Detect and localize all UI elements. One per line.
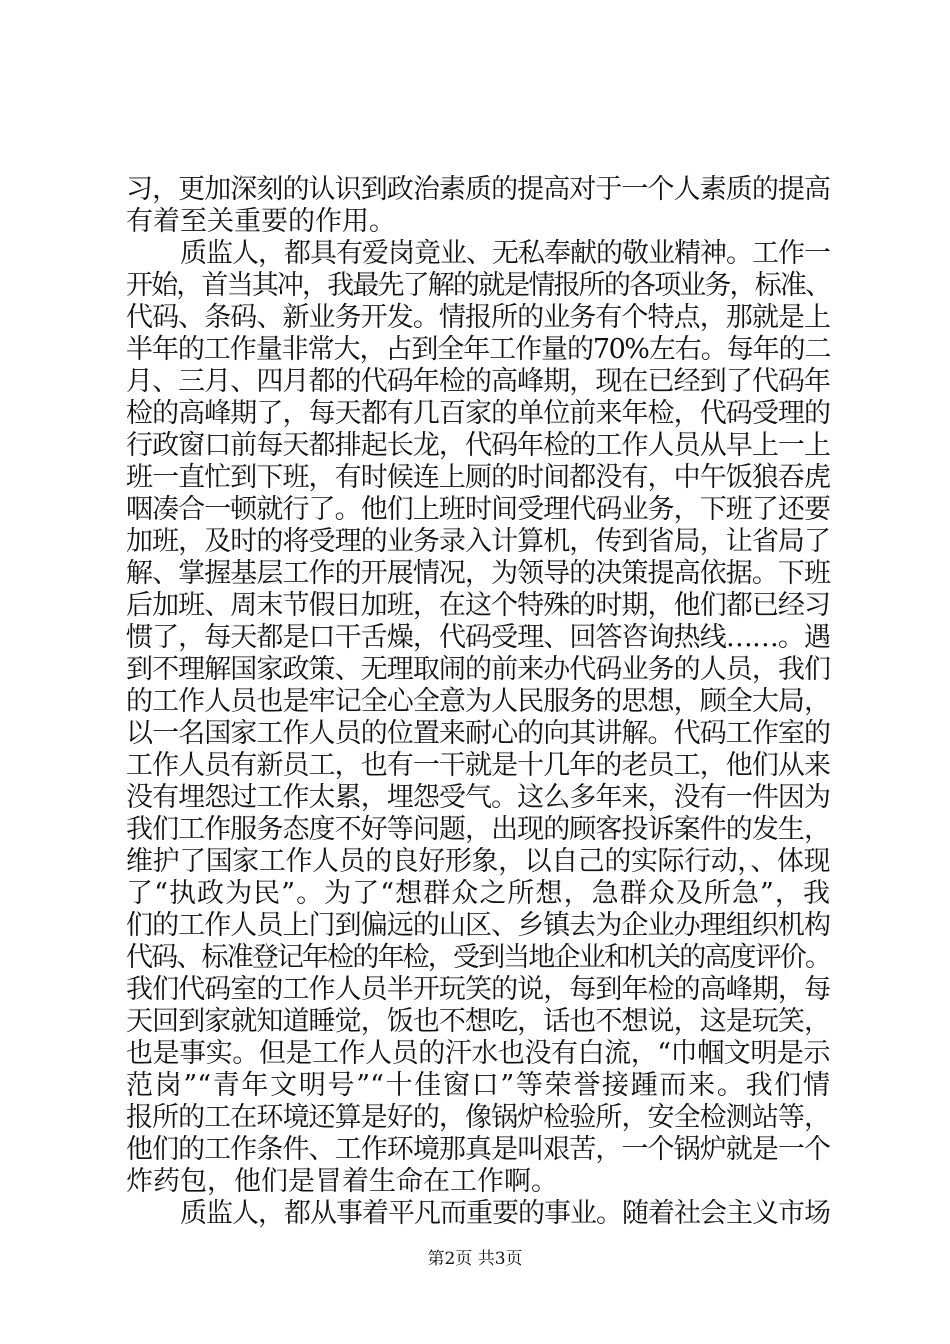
text-line: 代码、标准登记年检的年检，受到当地企业和机关的高度评价。 [126, 942, 830, 973]
text-line: 炸药包，他们是冒着生命在工作啊。 [126, 1166, 558, 1197]
text-line: 工作人员有新员工，也有一干就是十几年的老员工，他们从来 [126, 750, 830, 781]
text-line: 咽凑合一顿就行了。他们上班时间受理代码业务，下班了还要 [126, 494, 830, 525]
text-line: 检的高峰期了，每天都有几百家的单位前来年检，代码受理的 [126, 398, 830, 429]
page-footer: 第2页 共3页 [427, 1249, 523, 1269]
text-line: 月、三月、四月都的代码年检的高峰期，现在已经到了代码年 [126, 366, 830, 397]
text-line: 班一直忙到下班，有时候连上厕的时间都没有，中午饭狼吞虎 [126, 462, 830, 493]
text-line: 代码、条码、新业务开发。情报所的业务有个特点，那就是上 [126, 302, 830, 333]
text-line: 天回到家就知道睡觉，饭也不想吃，话也不想说，这是玩笑， [126, 1006, 830, 1037]
text-line: 行政窗口前每天都排起长龙，代码年检的工作人员从早上一上 [126, 430, 830, 461]
text-line: 后加班、周末节假日加班，在这个特殊的时期，他们都已经习 [126, 590, 830, 621]
text-line: 质监人，都具有爱岗竟业、无私奉献的敬业精神。工作一 [180, 238, 830, 269]
text-line: 我们工作服务态度不好等问题，出现的顾客投诉案件的发生， [126, 814, 830, 845]
body-text [126, 174, 830, 1230]
text-line: 到不理解国家政策、无理取闹的前来办代码业务的人员，我们 [126, 654, 830, 685]
text-line: 半年的工作量非常大，占到全年工作量的70%左右。每年的二 [126, 334, 830, 365]
text-line: 加班，及时的将受理的业务录入计算机，传到省局，让省局了 [126, 526, 830, 557]
text-line: 了“执政为民”。为了“想群众之所想，急群众及所急”，我 [126, 878, 830, 909]
text-line: 他们的工作条件、工作环境那真是叫艰苦，一个锅炉就是一个 [126, 1134, 830, 1165]
text-line: 习，更加深刻的认识到政治素质的提高对于一个人素质的提高 [126, 174, 830, 205]
text-line: 也是事实。但是工作人员的汗水也没有白流，“巾帼文明是示 [126, 1038, 830, 1069]
text-line: 范岗”“青年文明号”“十佳窗口”等荣誉接踵而来。我们情 [126, 1070, 830, 1101]
text-line: 报所的工在环境还算是好的，像锅炉检验所，安全检测站等， [126, 1102, 830, 1133]
text-line: 开始，首当其冲，我最先了解的就是情报所的各项业务，标准、 [126, 270, 830, 301]
text-line: 质监人，都从事着平凡而重要的事业。随着社会主义市场 [180, 1198, 830, 1229]
text-line: 维护了国家工作人员的良好形象，以自己的实际行动，、体现 [126, 846, 830, 877]
text-line: 们的工作人员上门到偏远的山区、乡镇去为企业办理组织机构 [126, 910, 830, 941]
text-line: 没有埋怨过工作太累，埋怨受气。这么多年来，没有一件因为 [126, 782, 830, 813]
text-line: 有着至关重要的作用。 [126, 206, 396, 237]
text-line: 解、掌握基层工作的开展情况，为领导的决策提高依据。下班 [126, 558, 830, 589]
text-line: 我们代码室的工作人员半开玩笑的说，每到年检的高峰期，每 [126, 974, 830, 1005]
text-line: 惯了，每天都是口干舌燥，代码受理、回答咨询热线……。遇 [126, 622, 830, 653]
text-line: 以一名国家工作人员的位置来耐心的向其讲解。代码工作室的 [126, 718, 830, 749]
text-line: 的工作人员也是牢记全心全意为人民服务的思想，顾全大局， [126, 686, 830, 717]
